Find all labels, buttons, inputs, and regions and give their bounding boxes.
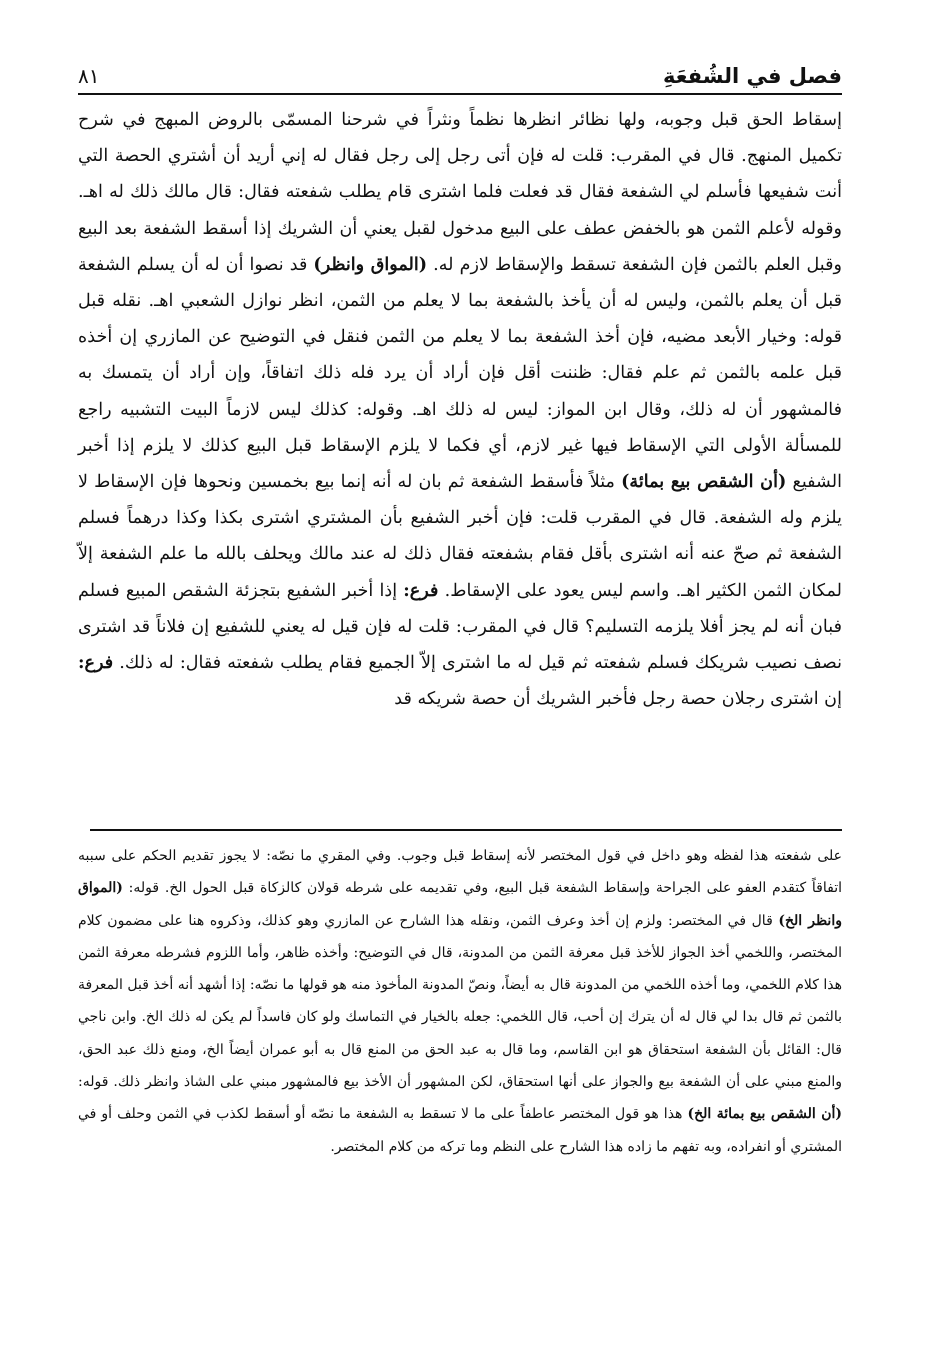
page-number: ٨١: [78, 64, 100, 88]
main-text-segment: إسقاط الحق قبل وجوبه، ولها نظائر انظرها نظماً ونثراً في شرحنا المسمّى بالروض المبهج في شرح تكميل المنهج. قال في المقرب: قلت له فإن أتى رجل إلى رجل فقال له إني أريد أن أشتري الحصة التي أنت شفيعها فأسلم لي الشفعة فقال قد فعلت فلما اشترى قام يطلب شفعته فقال: قال مالك ذلك له اهـ. وقوله لأعلم الثمن هو بالخفض عطف على البيع مدخول لقبل يعني أن الشريك إذا أسقط الشفعة بعد البيع وقبل العلم بالثمن فإن الشفعة تسقط والإسقاط لازم له.: [78, 110, 842, 275]
header-divider: [78, 93, 842, 95]
footnote-divider: [90, 829, 842, 831]
main-text: [78, 102, 842, 717]
main-text-segment: مثلاً فأسقط الشفعة ثم بان له أنه إنما بيع بخمسين ونحوها فإن الإسقاط لا يلزم وله الشفعة. قال في المقرب قلت: فإن أخبر الشفيع بأن المشتري اشترى بكذا وكذا درهماً فسلم الشفعة ثم صحّ عنه أنه اشترى بأقل فقام بشفعته فقال ذلك له عند مالك ويحلف بالله ما علم الشفعة إلاّ لمكان الثمن الكثير اهـ. واسم ليس يعود على الإسقاط.: [78, 472, 843, 601]
footnote-segment: هذا هو قول المختصر عاطفاً على ما لا تسقط به الشفعة ما نصّه أو أسقط لكذب في الثمن وحلف أو في المشتري أو انفراده، وبه تفهم ما زاده هذا الشارح على النظم وما تركه من كلام المختصر.: [78, 1106, 842, 1155]
footnotes: [78, 840, 842, 1163]
page-header: [78, 58, 842, 90]
bold-term: فرع:: [78, 652, 114, 674]
bold-term: (المواق وانظر): [313, 253, 428, 275]
footnote-segment: قال في المختصر: ولزم إن أخذ وعرف الثمن، ونقله هذا الشارح عن المازري وهو كذلك، وذكروه هنا على مضمون كلام المختصر، واللخمي أخذ الجواز للأخذ قبل معرفة الثمن من المدونة، قال في التوضيح: وأخذه ظاهر، وأما اللزوم فشرطه معرفة الثمن هذا كلام اللخمي، وما أخذه اللخمي من المدونة قال به أيضاً، ونصّ المدونة المأخوذ منه هو قولها ما نصّه: إذا أشهد أنه أخذ قبل المعرفة بالثمن ثم قال بدا لي قال له أن يترك إن أحب، قال اللخمي: جعله بالخيار في التماسك ولو كان فاسداً لم يكن له ذلك الخ. وابن ناجي قال: القائل بأن الشفعة استحقاق هو ابن القاسم، وما قال به عبد الحق من المنع قال به أبو عمران أيضاً الخ، ومنع ذلك عبد الحق، والمنع مبني على أن الشفعة بيع والجواز على أنها استحقاق، لكن المشهور أن الأخذ بيع فالمشهور مبني على الشاذ وانظر ذلك. قوله:: [78, 912, 842, 1091]
main-text-segment: إذا أخبر الشفيع بتجزئة الشقص المبيع فسلم فبان أنه لم يجز أفلا يلزمه التسليم؟ قال في المقرب: قلت له فإن قيل له يعني للشفيع إن فلاناً قد اشترى نصف نصيب شريكك فسلم شفعته ثم قيل له ما اشترى إلاّ الجميع فقام يطلب شفعته فقال: له ذلك.: [78, 580, 843, 674]
bold-term: فرع:: [403, 579, 439, 601]
main-text-segment: إن اشترى رجلان حصة رجل فأخبر الشريك أن حصة شريكه قد: [394, 689, 842, 710]
footnote-segment: على شفعته هذا لفظه وهو داخل في قول المختصر لأنه إسقاط قبل وجوب. وفي المقري ما نصّه: لا يجوز تقديم الحكم على سببه اتفاقاً كتقدم العفو على الجراحة وإسقاط الشفعة قبل البيع، وفي تقديمه على شرطه قولان كالزكاة قبل الحول الخ. قوله:: [78, 848, 843, 897]
bold-term: (أن الشقص بيع بمائة الخ): [687, 1106, 842, 1123]
running-title: فصل في الشُفعَةِ: [663, 64, 842, 88]
bold-term: (المواق وانظر الخ): [78, 880, 842, 929]
main-text-segment: قد نصوا أن له أن يسلم الشفعة قبل أن يعلم بالثمن، وليس له أن يأخذ بالشفعة بما لا يعلم من الثمن، انظر نوازل الشعبي اهـ. نقله قبل قوله: وخيار الأبعد مضيه، فإن أخذ الشفعة بما لا يعلم من الثمن فنقل في التوضيح عن المازري إن أخذه قبل علمه بالثمن ثم علم فقال: ظننت أقل فإن أراد أن يرد فله ذلك اتفاقاً، وإن أراد أن يتمسك به فالمشهور أن له ذلك، وقال ابن المواز: ليس له ذلك اهـ. وقوله: كذلك ليس لازماً البيت التشبيه راجع للمسألة الأولى التي الإسقاط فيها غير لازم، أي فكما لا يلزم الإسقاط قبل البيع كذلك لا يلزم إذا أخبر الشفيع: [78, 254, 843, 493]
bold-term: (أن الشقص بيع بمائة): [621, 471, 787, 493]
